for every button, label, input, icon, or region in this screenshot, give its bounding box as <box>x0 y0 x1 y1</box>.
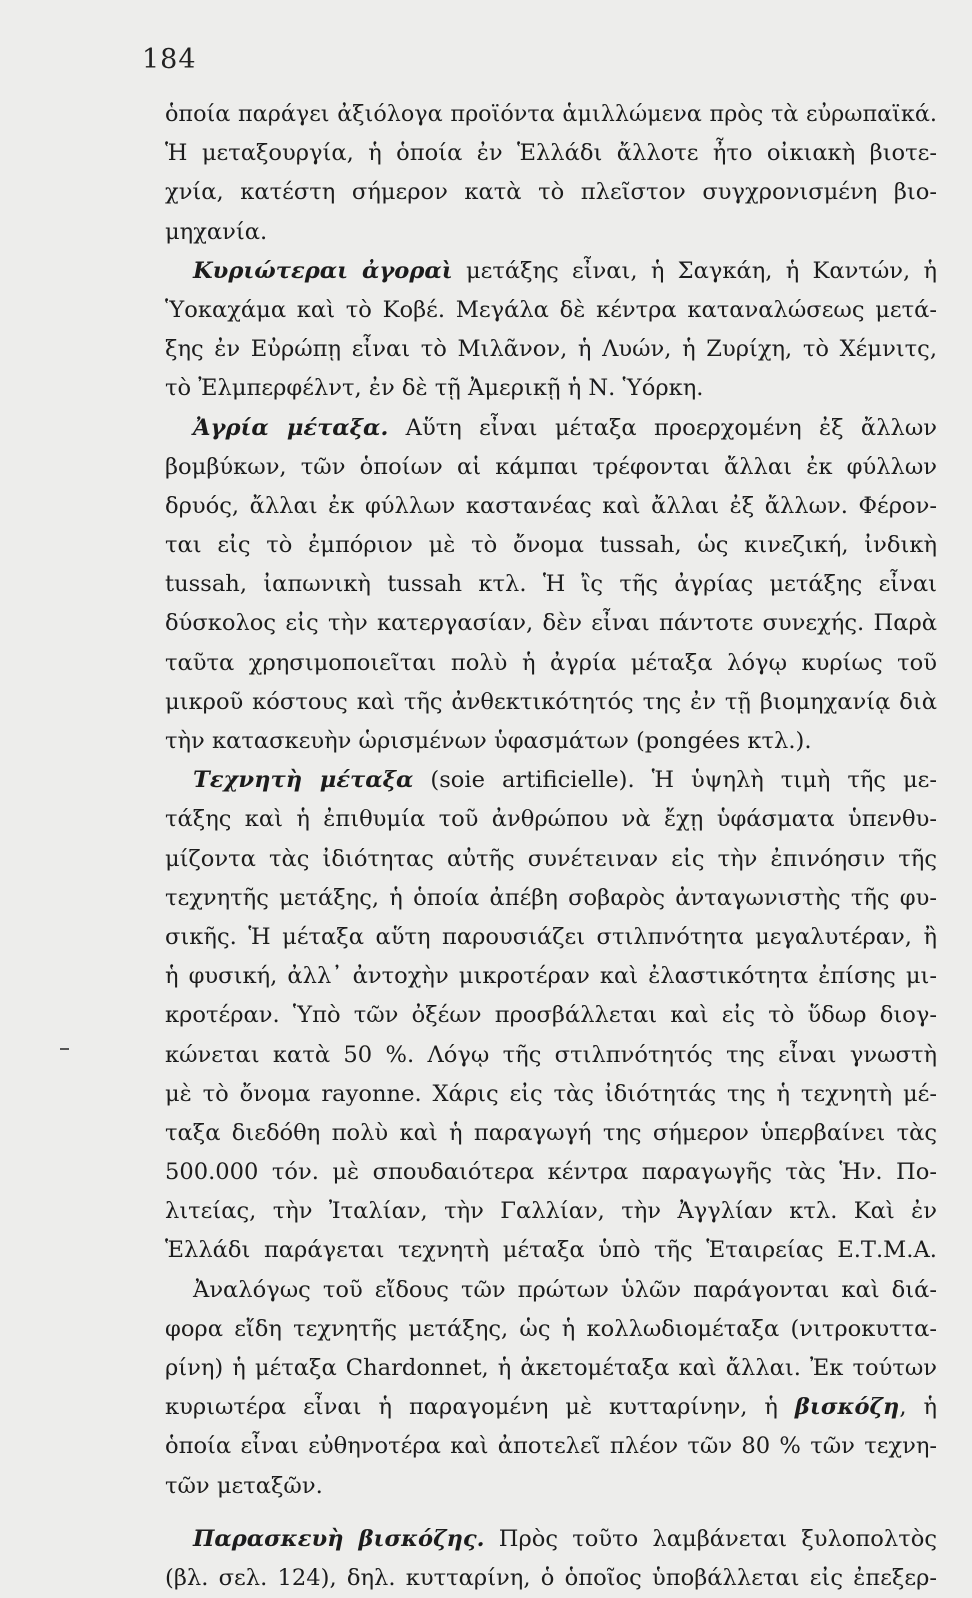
line-text: σικῆς. Ἡ μέταξα αὕτη παρουσιάζει στιλπνότητα μεγαλυτέραν, ἢ <box>165 923 937 950</box>
line-text: μίζοντα τὰς ἰδιότητας αὐτῆς συνέτειναν εἰς τὴν ἐπινόησιν τῆς <box>165 845 937 872</box>
emphasized-term: Κυριώτεραι ἀγοραὶ <box>193 257 453 284</box>
text-line <box>165 957 937 996</box>
emphasized-term: Ἀγρία μέταξα. <box>193 414 389 441</box>
text-line <box>165 644 937 683</box>
emphasized-term: Τεχνητὴ μέταξα <box>193 767 414 794</box>
emphasized-term: Παρασκευὴ βισκόζης. <box>193 1525 485 1552</box>
line-text: δρυός, ἄλλαι ἐκ φύλλων καστανέας καὶ ἄλλαι ἐξ ἄλλων. Φέρον- <box>165 492 937 519</box>
text-line <box>165 134 937 173</box>
line-text: τεχνητῆς μετάξης, ἡ ὁποία ἀπέβη σοβαρὸς ἀνταγωνιστὴς τῆς φυ- <box>165 884 937 911</box>
line-text: βομβύκων, τῶν ὁποίων αἱ κάμπαι τρέφονται ἄλλαι ἐκ φύλλων <box>165 453 937 480</box>
line-text: μὲ τὸ ὄνομα rayonne. Χάρις εἰς τὰς ἰδιότητάς της ἡ τεχνητὴ μέ- <box>165 1080 937 1107</box>
text-line <box>165 800 937 839</box>
line-text: Ὑοκαχάμα καὶ τὸ Κοβέ. Μεγάλα δὲ κέντρα καταναλώσεως μετά- <box>165 296 937 323</box>
text-line <box>165 1427 937 1466</box>
text-line <box>165 1349 937 1388</box>
text-line <box>165 173 937 212</box>
text-line <box>165 1075 937 1114</box>
text-line <box>165 1231 937 1270</box>
text-line <box>165 1153 937 1192</box>
line-text: ἡ φυσική, ἀλλ᾽ ἀντοχὴν μικροτέραν καὶ ἐλαστικότητα ἐπίσης μι- <box>165 963 937 990</box>
text-line <box>165 369 937 408</box>
line-text: μηχανία. <box>165 218 268 245</box>
text-line <box>165 1271 937 1310</box>
line-text: Ἡ μεταξουργία, ἡ ὁποία ἐν Ἑλλάδι ἄλλοτε ἦτο οἰκιακὴ βιοτε- <box>165 140 937 167</box>
text-line <box>165 1388 937 1427</box>
text-line <box>165 330 937 369</box>
line-text: ταξα διεδόθη πολὺ καὶ ἡ παραγωγή της σήμερον ὑπερβαίνει τὰς <box>165 1119 937 1146</box>
line-text: τάξης καὶ ἡ ἐπιθυμία τοῦ ἀνθρώπου νὰ ἔχῃ ὑφάσματα ὑπενθυ- <box>165 806 937 833</box>
text-line <box>165 291 937 330</box>
line-text: , ἡ <box>899 1394 938 1421</box>
line-text: Πρὸς τοῦτο λαμβάνεται ξυλοπολτὸς <box>484 1525 937 1552</box>
page-number: 184 <box>142 44 197 75</box>
line-text: μικροῦ κόστους καὶ τῆς ἀνθεκτικότητός της ἐν τῇ βιομηχανίᾳ διὰ <box>165 688 937 715</box>
line-text: tussah, ἰαπωνικὴ tussah κτλ. Ἡ ἲς τῆς ἀγρίας μετάξης εἶναι <box>165 571 937 598</box>
line-text: χνία, κατέστη σήμερον κατὰ τὸ πλεῖστον συγχρονισμένη βιο- <box>165 179 937 206</box>
line-text: φορα εἴδη τεχνητῆς μετάξης, ὡς ἡ κολλωδιομέταξα (νιτροκυττα- <box>165 1315 937 1342</box>
text-line <box>165 1559 937 1598</box>
line-text: (βλ. σελ. 124), δηλ. κυτταρίνη, ὁ ὁποῖος ὑποβάλλεται εἰς ἐπεξερ- <box>165 1564 937 1591</box>
line-text: 500.000 τόν. μὲ σπουδαιότερα κέντρα παραγωγῆς τὰς Ἡν. Πο- <box>165 1159 937 1186</box>
line-text: ὁποία εἶναι εὐθηνοτέρα καὶ ἀποτελεῖ πλέον τῶν 80 % τῶν τεχνη- <box>165 1433 937 1460</box>
text-line <box>165 1310 937 1349</box>
line-text: τὴν κατασκευὴν ὡρισμένων ὑφασμάτων (pongées κτλ.). <box>165 728 812 754</box>
emphasized-term: βισκόζη <box>794 1394 900 1421</box>
text-line <box>165 1036 937 1075</box>
text-line <box>165 996 937 1035</box>
line-text: Ἀναλόγως τοῦ εἴδους τῶν πρώτων ὑλῶν παράγονται καὶ διά- <box>193 1276 937 1303</box>
text-line <box>165 722 937 761</box>
line-text: (soie artificielle). Ἡ ὑψηλὴ τιμὴ τῆς με- <box>413 767 938 794</box>
line-text: ὁποία παράγει ἀξιόλογα προϊόντα ἁμιλλώμενα πρὸς τὰ εὐρωπαϊκά. <box>165 101 937 127</box>
line-text: μετάξης εἶναι, ἡ Σαγκάη, ἡ Καντών, ἡ <box>452 257 937 284</box>
text-line <box>165 448 937 487</box>
line-text: κυριωτέρα εἶναι ἡ παραγομένη μὲ κυτταρίνην, ἡ <box>165 1394 795 1421</box>
line-text: λιτείας, τὴν Ἰταλίαν, τὴν Γαλλίαν, τὴν Ἀγγλίαν κτλ. Καὶ ἐν <box>165 1198 937 1225</box>
line-text: δύσκολος εἰς τὴν κατεργασίαν, δὲν εἶναι πάντοτε συνεχής. Παρὰ <box>165 610 937 637</box>
line-text: ται εἰς τὸ ἐμπόριον μὲ τὸ ὄνομα tussah, ὡς κινεζική, ἰνδικὴ <box>165 532 937 559</box>
line-text: ξης ἐν Εὐρώπῃ εἶναι τὸ Μιλᾶνον, ἡ Λυών, ἡ Ζυρίχη, τὸ Χέμνιτς, <box>165 336 937 363</box>
line-text: Αὕτη εἶναι μέταξα προερχομένη ἐξ ἄλλων <box>388 414 937 441</box>
text-line <box>165 683 937 722</box>
text-line <box>165 409 937 448</box>
text-line <box>165 565 937 604</box>
line-text: τὸ Ἐλμπερφέλντ, ἐν δὲ τῇ Ἀμερικῇ ἡ Ν. Ὑόρκη. <box>165 375 704 402</box>
line-text: ταῦτα χρησιμοποιεῖται πολὺ ἡ ἀγρία μέταξα λόγῳ κυρίως τοῦ <box>165 649 937 676</box>
text-line <box>165 1114 937 1153</box>
body-text <box>165 95 937 1598</box>
text-line <box>165 526 937 565</box>
text-line <box>165 95 937 134</box>
line-text: κροτέραν. Ὑπὸ τῶν ὀξέων προσβάλλεται καὶ εἰς τὸ ὕδωρ διογ- <box>165 1002 937 1029</box>
text-line <box>165 761 937 800</box>
text-line <box>165 487 937 526</box>
text-line <box>165 918 937 957</box>
line-text: κώνεται κατὰ 50 %. Λόγῳ τῆς στιλπνότητός της εἶναι γνωστὴ <box>165 1041 937 1068</box>
text-line <box>165 1520 937 1559</box>
line-text: τῶν μεταξῶν. <box>165 1472 323 1499</box>
text-line <box>165 840 937 879</box>
text-line <box>165 1192 937 1231</box>
text-line <box>165 879 937 918</box>
text-line <box>165 252 937 291</box>
text-line <box>165 213 937 252</box>
margin-mark <box>60 1048 69 1050</box>
text-line <box>165 604 937 643</box>
line-text: ρίνη) ἡ μέταξα Chardonnet, ἡ ἀκετομέταξα καὶ ἄλλαι. Ἐκ τούτων <box>165 1355 937 1381</box>
line-text: Ἑλλάδι παράγεται τεχνητὴ μέταξα ὑπὸ τῆς Ἑταιρείας Ε.Τ.Μ.Α. <box>165 1237 937 1264</box>
